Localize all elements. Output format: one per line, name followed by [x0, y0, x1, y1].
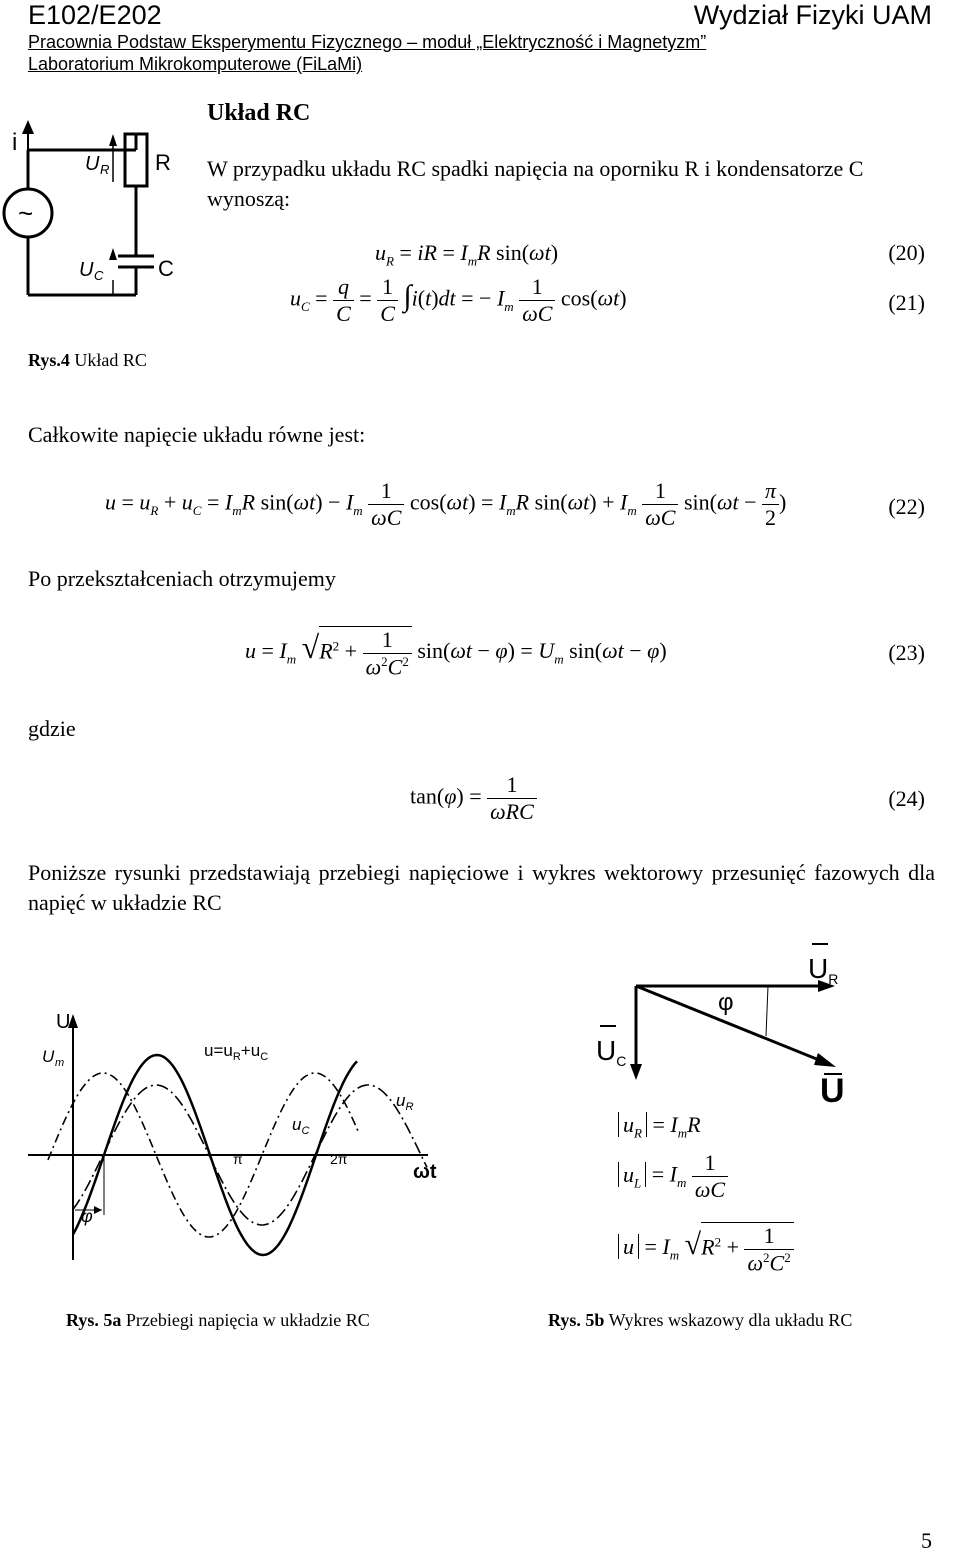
uc-label-sub: C	[94, 268, 104, 283]
page-number: 5	[921, 1528, 932, 1553]
equation-21-number: (21)	[888, 290, 925, 315]
ur-curve-label: $u_R$	[396, 1091, 414, 1113]
capacitor-label: C	[158, 256, 174, 281]
formula-u-magnitude: $u = I_m$ $√R^2$ + $\frac{1}{\omega^2C^2}$	[618, 1222, 794, 1276]
section-title: Układ RC	[207, 100, 311, 126]
intro-paragraph: W przypadku układu RC spadki napięcia na oporniku R i kondensatorze C wynoszą:	[207, 156, 864, 211]
document-code: E102/E202	[28, 0, 162, 30]
formula-ur-magnitude: $u_R = I_mR$	[618, 1112, 701, 1141]
total-voltage-text: Całkowite napięcie układu równe jest:	[28, 422, 366, 447]
uc-phasor-label: $U_C$	[596, 1035, 627, 1069]
equation-23: $u = I_m$ $√R^2$ + $\frac{1}{\omega^2C^2}$ $\sin(\omega t - \varphi) = U_m$ sin(ωt − φ)	[245, 627, 667, 680]
ac-source-icon: ~	[18, 198, 34, 228]
omega-t-label: ωt	[413, 1161, 437, 1183]
phi-arrow-icon	[94, 1206, 102, 1214]
equation-21: $u_C$ = $\frac{q}{C}$ = $\frac{1}{C}$ ∫i(t)dt = − $I_m$ $\frac{1}{\omega C}$ cos(ωt)	[290, 274, 627, 326]
rc-circuit-diagram	[0, 90, 200, 340]
u-phasor-label: U	[820, 1072, 845, 1110]
phi-angle-label: φ	[718, 989, 734, 1016]
equation-24-number: (24)	[888, 786, 925, 811]
axis-u-label: U	[56, 1011, 71, 1033]
equation-20-number: (20)	[888, 240, 925, 265]
um-label-sub: m	[55, 1057, 65, 1069]
uc-arrowhead-icon	[630, 1064, 642, 1080]
equation-20: $u_R$ = iR = $I_mR$ sin(ωt)	[375, 240, 559, 269]
header-lab-line: Laboratorium Mikrokomputerowe (FiLaMi)	[28, 54, 363, 74]
faculty-name: Wydział Fizyki UAM	[693, 0, 932, 30]
sum-label: $u=u_R+u_C$	[204, 1041, 269, 1063]
uc-arrow-icon	[109, 248, 117, 260]
fig5a-caption: Rys. 5a Przebiegi napięcia w układzie RC	[66, 1310, 370, 1330]
uc-label: U	[79, 259, 94, 281]
where-text: gdzie	[28, 716, 76, 741]
formula-ul-magnitude: $u_L = I_m$ $\frac{1}{\omega C}$	[618, 1150, 728, 1203]
current-label: i	[12, 129, 18, 156]
u-arrowhead-icon	[814, 1053, 836, 1067]
phi-label: φ	[81, 1206, 93, 1226]
transform-text: Po przekształceniach otrzymujemy	[28, 566, 336, 591]
current-arrow-icon	[22, 120, 34, 134]
two-pi-tick-label: 2π	[330, 1151, 348, 1167]
fig4-caption: Rys.4 Układ RC	[28, 350, 147, 370]
fig5a-waveform-plot	[28, 1010, 488, 1280]
description-paragraph: Poniższe rysunki przedstawiają przebiegi napięciowe i wykres wektorowy przesunięć fazowych dla napięć w układzie RC	[28, 860, 935, 915]
uc-curve-label: $u_C$	[292, 1115, 310, 1137]
resistor-label: R	[155, 150, 171, 175]
equation-22: $u = u_R + u_C = I_mR$ $\sin(\omega t) - I_m$ $\frac{1}{\omega C}$ $\cos(\omega t) = I_mR$ $\sin(\omega t) + I_m$ $\frac{1}{\omega C}$ sin(ωt − $\frac{\pi}{2}$ )	[105, 478, 787, 530]
fig5b-caption: Rys. 5b Wykres wskazowy dla układu RC	[548, 1310, 853, 1330]
ur-label-sub: R	[100, 162, 110, 177]
header-course-line: Pracownia Podstaw Eksperymentu Fizycznego – moduł „Elektryczność i Magnetyzm”	[28, 32, 707, 52]
ur-phasor-label: $U_R$	[808, 953, 839, 987]
ur-label: U	[85, 153, 100, 175]
pi-tick-label: π	[233, 1151, 243, 1167]
equation-24: tan(φ) = $\frac{1}{\text{ωRC}}$	[410, 772, 537, 825]
ur-arrow-icon	[109, 134, 117, 146]
um-label: U	[42, 1047, 55, 1066]
equation-23-number: (23)	[888, 640, 925, 665]
equation-22-number: (22)	[888, 494, 925, 519]
